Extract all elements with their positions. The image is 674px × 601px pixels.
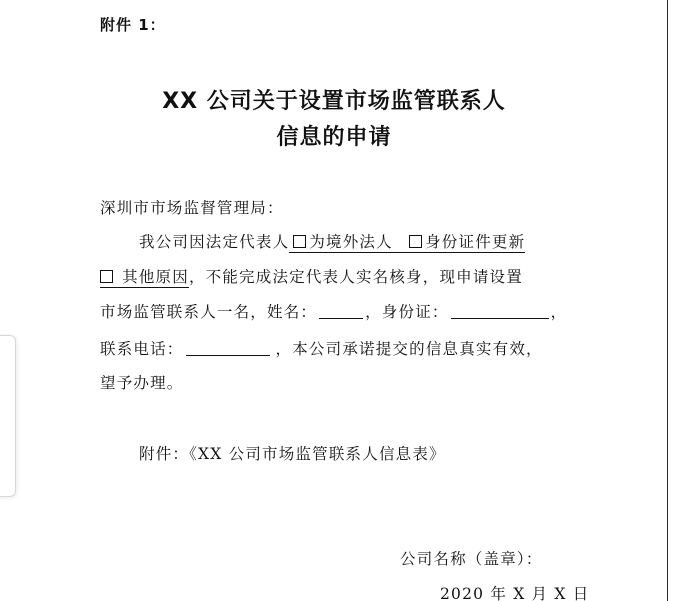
reason-options [289,233,525,253]
id-number-blank-field[interactable] [451,304,549,319]
signature-date: 2020 年 X 月 X 日 [440,585,590,601]
attachment-reference: 附件：《XX 公司市场监管联系人信息表》 [139,445,446,463]
checkbox-other-reason[interactable] [100,270,113,283]
company-name-seal-label: 公司名称（盖章）： [400,550,543,568]
phone-blank-field[interactable] [186,341,270,356]
checkbox-foreign-legal-person[interactable] [293,235,306,248]
body-line-5: 望予办理。 [100,374,184,392]
addressee: 深圳市市场监督管理局： [100,199,284,217]
body-line-1 [139,230,525,252]
body-line-4-suffix: ，本公司承诺提交的信息真实有效， [275,340,543,358]
checkbox-id-renewal[interactable] [409,235,422,248]
document-title-line-2: 信息的申请 [276,125,392,150]
option-other-label: 其他原因 [122,268,189,286]
phone-label: 联系电话： [100,340,184,358]
body-line-4 [100,337,543,359]
body-line-3-end: ， [550,303,568,321]
body-line-1-prefix: 我公司因法定代表人 [139,233,290,251]
body-line-2 [100,265,523,287]
body-line-3-prefix: 市场监管联系人一名，姓名： [100,303,318,321]
side-panel-tab[interactable] [0,335,16,497]
document-title-line-1: XX 公司关于设置市场监管联系人 [162,89,506,114]
body-line-3 [100,300,567,322]
option-id-renewal-label: 身份证件更新 [425,233,526,251]
reason-other-option [100,268,189,288]
option-foreign-label: 为境外法人 [309,233,393,251]
attachment-label: 附件 1： [100,16,166,34]
body-line-2-suffix: ，不能完成法定代表人实名核身，现申请设置 [188,268,523,286]
id-label: ，身份证： [365,303,449,321]
name-blank-field[interactable] [319,304,363,319]
